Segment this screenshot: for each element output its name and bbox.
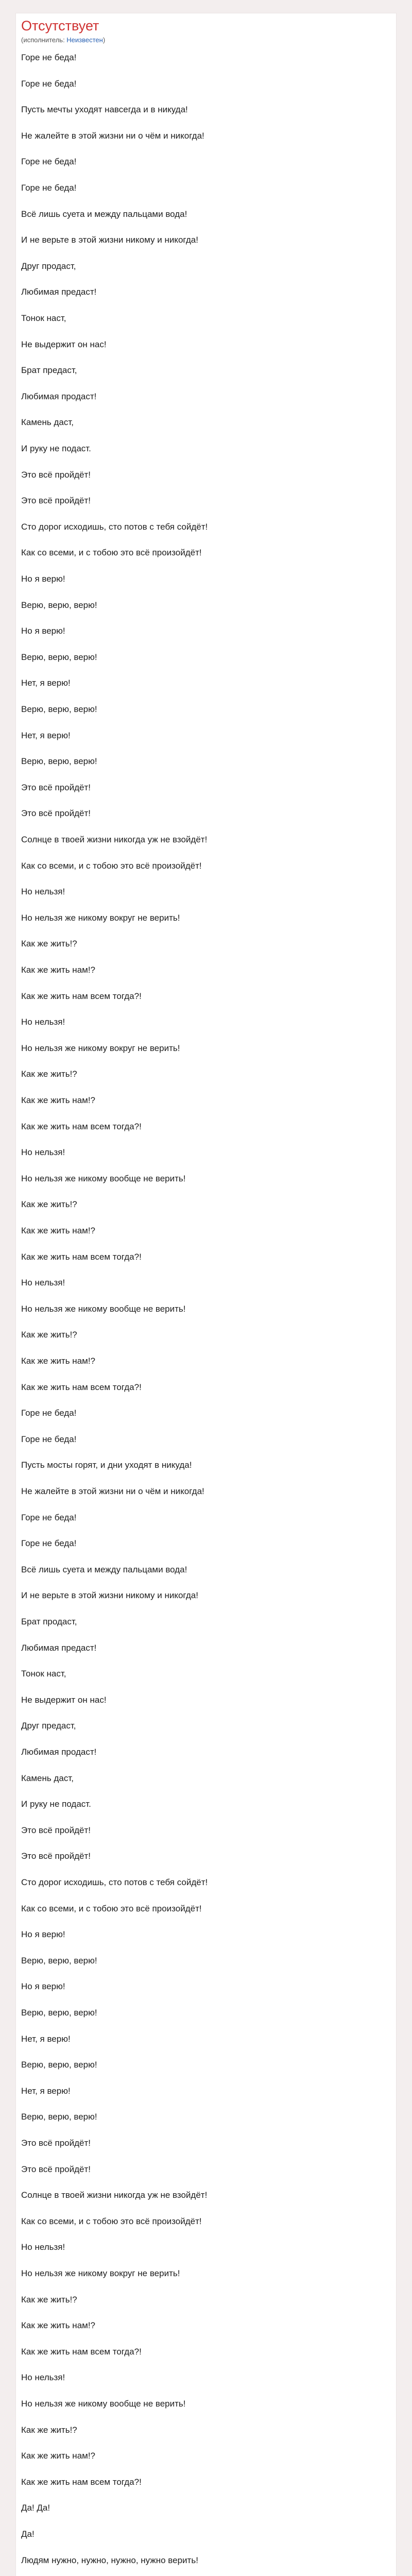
lyric-line: Любимая предаст! bbox=[21, 1642, 97, 1653]
lyric-line: Горе не беда! bbox=[21, 1408, 77, 1418]
lyric-line: Как со всеми, и с тобою это всё произойдёт! bbox=[21, 860, 202, 871]
lyric-line: Это всё пройдёт! bbox=[21, 469, 91, 480]
lyric-line: Как же жить нам!? bbox=[21, 2451, 96, 2461]
lyric-line: Как же жить!? bbox=[21, 939, 77, 949]
lyric-line: Но нельзя же никому вокруг не верить! bbox=[21, 912, 180, 923]
lyric-line: Но я верю! bbox=[21, 1981, 65, 1992]
lyric-line: Верю, верю, верю! bbox=[21, 2008, 97, 2018]
performer-suffix: ) bbox=[102, 36, 106, 44]
lyric-line: Это всё пройдёт! bbox=[21, 496, 91, 506]
lyric-line: Не выдержит он нас! bbox=[21, 339, 107, 349]
lyric-line: Да! bbox=[21, 2529, 35, 2539]
lyric-line: Как же жить нам всем тогда?! bbox=[21, 2477, 142, 2487]
lyric-line: И руку не подаст. bbox=[21, 444, 91, 453]
lyric-line: Как со всеми, и с тобою это всё произойдёт! bbox=[21, 548, 202, 558]
lyric-line: Сто дорог исходишь, сто потов с тебя сойдёт! bbox=[21, 1877, 208, 1887]
lyric-line: Не жалейте в этой жизни ни о чём и никогда! bbox=[21, 1486, 204, 1496]
lyric-line: Нет, я верю! bbox=[21, 2086, 71, 2096]
lyric-line: Брат продаст, bbox=[21, 1617, 77, 1626]
lyric-line: Тонок наст, bbox=[21, 313, 66, 323]
lyric-line: Но нельзя же никому вообще не верить! bbox=[21, 2399, 186, 2409]
lyric-line: Но нельзя же никому вокруг не верить! bbox=[21, 1043, 180, 1053]
lyric-line: Как же жить нам всем тогда?! bbox=[21, 1251, 142, 1262]
lyric-line: Как со всеми, и с тобою это всё произойдёт! bbox=[21, 1903, 202, 1913]
lyric-line: Солнце в твоей жизни никогда уж не взойдёт! bbox=[21, 835, 208, 844]
lyric-line: Любимая предаст! bbox=[21, 287, 97, 297]
lyric-line: Как же жить!? bbox=[21, 1199, 77, 1210]
lyric-line: Не выдержит он нас! bbox=[21, 1694, 107, 1705]
lyric-line: Как же жить нам всем тогда?! bbox=[21, 1382, 142, 1392]
lyric-line: Но я верю! bbox=[21, 1929, 65, 1940]
lyric-line: Да! Да! bbox=[21, 2503, 50, 2513]
lyric-line: И руку не подаст. bbox=[21, 1799, 91, 1809]
lyric-line: И не верьте в этой жизни никому и никогда! bbox=[21, 235, 198, 245]
lyric-line: Горе не беда! bbox=[21, 1434, 77, 1444]
lyric-line: Это всё пройдёт! bbox=[21, 1851, 91, 1861]
lyric-line: Горе не беда! bbox=[21, 157, 77, 167]
lyric-line: Сто дорог исходишь, сто потов с тебя сойдёт! bbox=[21, 521, 208, 532]
lyric-line: Любимая продаст! bbox=[21, 1747, 97, 1757]
lyric-line: Но нельзя! bbox=[21, 887, 65, 897]
lyric-line: Как же жить нам!? bbox=[21, 1356, 96, 1366]
lyric-line: Друг предаст, bbox=[21, 1721, 76, 1731]
lyric-line: Это всё пройдёт! bbox=[21, 1825, 91, 1835]
lyric-line: Людям нужно, нужно, нужно, нужно верить! bbox=[21, 2555, 198, 2565]
lyric-line: И не верьте в этой жизни никому и никогда! bbox=[21, 1590, 198, 1601]
lyric-line: Камень даст, bbox=[21, 417, 74, 428]
lyric-line: Как же жить нам всем тогда?! bbox=[21, 991, 142, 1001]
lyric-line: Брат предаст, bbox=[21, 365, 77, 376]
lyric-line: Верю, верю, верю! bbox=[21, 600, 97, 610]
lyric-line: Но нельзя! bbox=[21, 2372, 65, 2383]
lyric-line: Как же жить нам всем тогда?! bbox=[21, 2346, 142, 2357]
lyric-line: Как же жить нам!? bbox=[21, 1095, 96, 1105]
lyric-line: Камень даст, bbox=[21, 1773, 74, 1783]
lyric-line: Как же жить нам всем тогда?! bbox=[21, 1121, 142, 1131]
lyric-line: Друг продаст, bbox=[21, 261, 76, 271]
lyric-line: Пусть мечты уходят навсегда и в никуда! bbox=[21, 105, 188, 115]
lyric-line: Верю, верю, верю! bbox=[21, 1955, 97, 1965]
lyric-line: Нет, я верю! bbox=[21, 678, 71, 688]
lyric-line: Это всё пройдёт! bbox=[21, 808, 91, 819]
lyric-line: Как же жить!? bbox=[21, 2425, 77, 2435]
lyric-line: Но нельзя! bbox=[21, 1278, 65, 1288]
lyric-line: Как же жить!? bbox=[21, 1069, 77, 1079]
lyric-line: Как же жить!? bbox=[21, 2294, 77, 2304]
lyric-line: Как же жить нам!? bbox=[21, 2320, 96, 2331]
lyric-line: Но я верю! bbox=[21, 626, 65, 636]
lyric-line: Любимая продаст! bbox=[21, 391, 97, 401]
lyric-line: Это всё пройдёт! bbox=[21, 2138, 91, 2148]
lyric-line: Но нельзя! bbox=[21, 1017, 65, 1027]
lyric-line: Горе не беда! bbox=[21, 1512, 77, 1522]
lyric-line: Горе не беда! bbox=[21, 183, 77, 193]
lyric-line: Верю, верю, верю! bbox=[21, 652, 97, 662]
lyric-line: Всё лишь суета и между пальцами вода! bbox=[21, 209, 187, 219]
lyric-line: Верю, верю, верю! bbox=[21, 2112, 97, 2122]
lyric-line: Тонок наст, bbox=[21, 1669, 66, 1679]
lyric-line: Верю, верю, верю! bbox=[21, 704, 97, 714]
lyric-line: Всё лишь суета и между пальцами вода! bbox=[21, 1564, 187, 1574]
lyric-line: Горе не беда! bbox=[21, 53, 77, 62]
song-title: Отсутствует bbox=[21, 18, 99, 33]
lyric-line: Но нельзя же никому вообще не верить! bbox=[21, 1303, 186, 1314]
performer-info bbox=[21, 36, 105, 44]
lyric-line: Как же жить нам!? bbox=[21, 965, 96, 975]
lyric-line: Верю, верю, верю! bbox=[21, 2060, 97, 2070]
performer-prefix: (исполнитель: bbox=[21, 36, 67, 44]
lyric-line: Солнце в твоей жизни никогда уж не взойдёт! bbox=[21, 2190, 208, 2200]
lyric-line: Нет, я верю! bbox=[21, 730, 71, 740]
lyric-line: Пусть мосты горят, и дни уходят в никуда! bbox=[21, 1460, 192, 1470]
lyric-line: Нет, я верю! bbox=[21, 2033, 71, 2044]
performer-link[interactable]: Неизвестен bbox=[66, 36, 103, 44]
lyric-line: Это всё пройдёт! bbox=[21, 782, 91, 792]
lyric-line: Горе не беда! bbox=[21, 1538, 77, 1549]
lyric-line: Горе не беда! bbox=[21, 78, 77, 89]
lyric-line: Но нельзя же никому вообще не верить! bbox=[21, 1173, 186, 1183]
lyric-line: Как со всеми, и с тобою это всё произойдёт! bbox=[21, 2216, 202, 2226]
lyric-line: Но нельзя же никому вокруг не верить! bbox=[21, 2268, 180, 2278]
lyric-line: Верю, верю, верю! bbox=[21, 756, 97, 767]
lyric-line: Но я верю! bbox=[21, 574, 65, 584]
lyric-line: Это всё пройдёт! bbox=[21, 2164, 91, 2174]
lyric-line: Но нельзя! bbox=[21, 2242, 65, 2252]
lyrics-page bbox=[15, 13, 397, 2576]
lyric-line: Как же жить нам!? bbox=[21, 1226, 96, 1235]
lyric-line: Как же жить!? bbox=[21, 1330, 77, 1340]
lyric-line: Не жалейте в этой жизни ни о чём и никогда! bbox=[21, 130, 204, 141]
lyric-line: Но нельзя! bbox=[21, 1147, 65, 1158]
